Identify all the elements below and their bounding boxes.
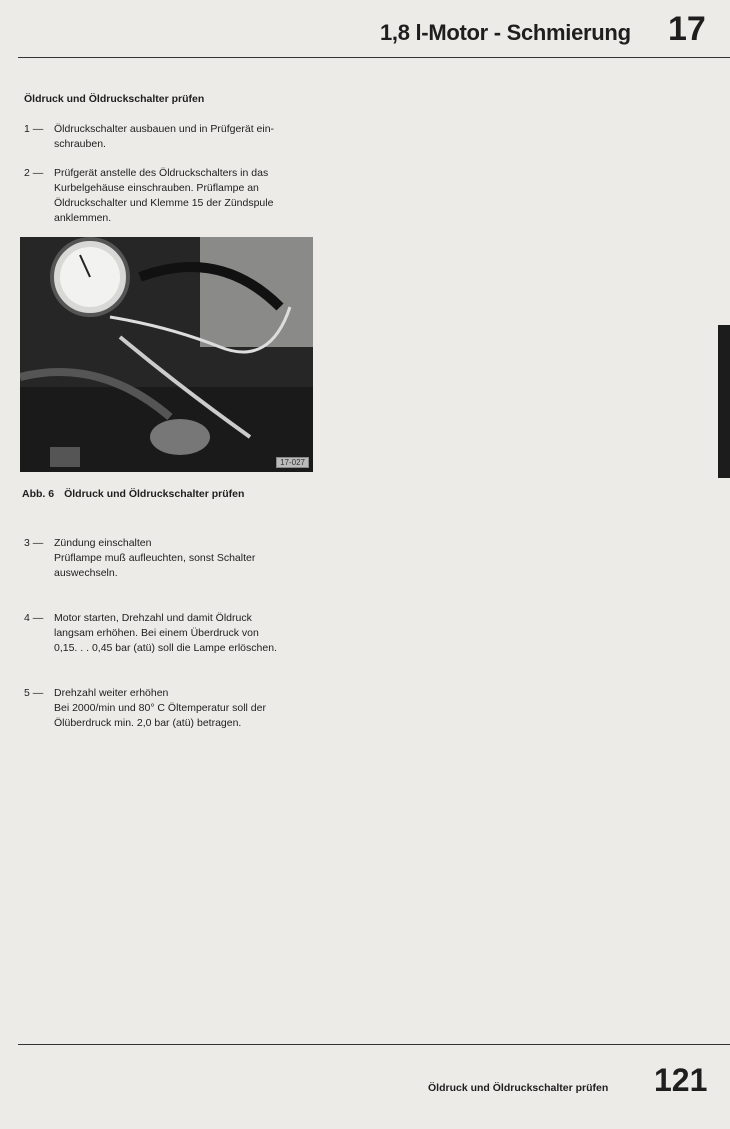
figure-id: 17-027 [276, 457, 309, 468]
page-number: 121 [654, 1062, 708, 1098]
engine-photo-illustration [20, 237, 313, 472]
step-line: Motor starten, Drehzahl und damit Öldruck [54, 612, 252, 624]
chapter-number: 17 [668, 10, 706, 48]
step-line: Prüflampe muß aufleuchten, sonst Schalter [54, 552, 256, 564]
step-3 [24, 536, 255, 581]
header-rule [18, 57, 730, 58]
step-line: langsam erhöhen. Bei einem Überdruck von [54, 627, 259, 639]
step-line: schrauben. [54, 138, 106, 150]
step-line: Öldruckschalter ausbauen und in Prüfgerät ein- [54, 123, 275, 135]
step-number: 5 — [24, 687, 44, 699]
step-line: Kurbelgehäuse einschrauben. Prüflampe an [54, 182, 259, 194]
step-line: auswechseln. [54, 567, 118, 579]
section-title: Öldruck und Öldruckschalter prüfen [24, 93, 205, 105]
step-4 [24, 611, 277, 656]
engine-photo [20, 237, 313, 472]
step-number: 3 — [24, 537, 44, 549]
step-line: anklemmen. [54, 212, 112, 224]
caption-text: Öldruck und Öldruckschalter prüfen [64, 488, 245, 500]
chapter-tab-marker [718, 325, 730, 478]
step-line: Zündung einschalten [54, 537, 152, 549]
footer-text: Öldruck und Öldruckschalter prüfen [428, 1082, 609, 1094]
step-line: Öldruckschalter und Klemme 15 der Zündspule [54, 197, 274, 209]
step-2 [24, 166, 273, 226]
figure-caption [22, 488, 254, 500]
step-line: Prüfgerät anstelle des Öldruckschalters in das [54, 167, 269, 179]
footer-rule [18, 1044, 730, 1045]
step-number: 2 — [24, 167, 44, 179]
step-number: 1 — [24, 123, 44, 135]
step-line: Bei 2000/min und 80° C Öltemperatur soll der [54, 702, 266, 714]
step-line: Ölüberdruck min. 2,0 bar (atü) betragen. [54, 717, 242, 729]
caption-label: Abb. 6 [22, 488, 55, 500]
chapter-title: 1,8 l-Motor - Schmierung [380, 20, 631, 45]
step-1 [24, 122, 274, 152]
step-line: Drehzahl weiter erhöhen [54, 687, 169, 699]
step-number: 4 — [24, 612, 44, 624]
step-line: 0,15. . . 0,45 bar (atü) soll die Lampe erlöschen. [54, 642, 277, 654]
step-5 [24, 686, 266, 731]
